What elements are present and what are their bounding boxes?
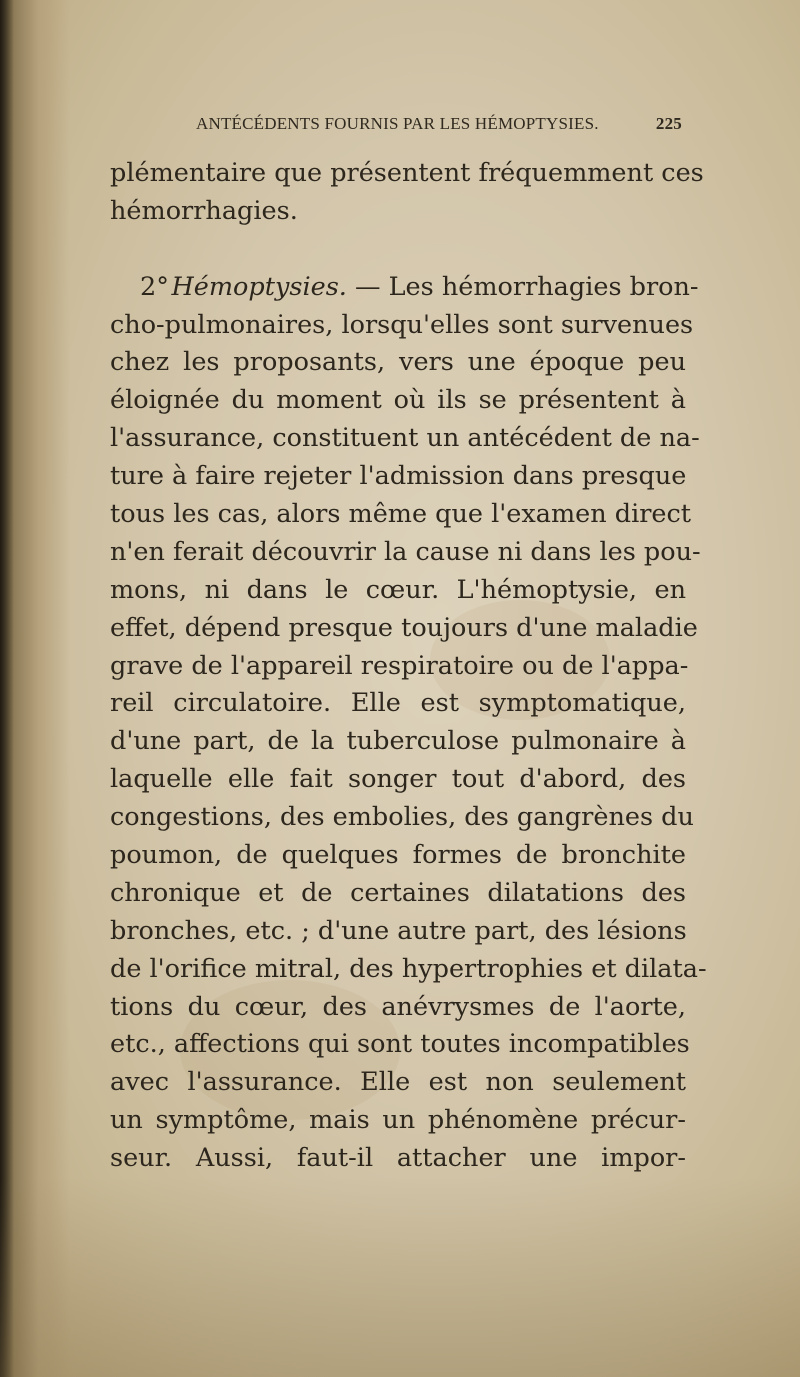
text-line: éloignée du moment où ils se présentent à bbox=[110, 385, 686, 416]
text-line: plémentaire que présentent fréquemment ces bbox=[110, 158, 704, 188]
text-line: reil circulatoire. Elle est symptomatique, bbox=[110, 688, 686, 719]
text-line: de l'orifice mitral, des hypertrophies et dilata- bbox=[110, 953, 707, 984]
text-line: mons, ni dans le cœur. L'hémoptysie, en bbox=[110, 574, 686, 605]
text-line: bronches, etc. ; d'une autre part, des lésions bbox=[110, 915, 687, 946]
text-line: chronique et de certaines dilatations des bbox=[110, 877, 686, 908]
text-line: etc., affections qui sont toutes incompatibles bbox=[110, 1029, 690, 1060]
page-bottom-shade bbox=[0, 1177, 800, 1377]
section-heading-line bbox=[110, 269, 699, 307]
section-heading-text: — Les hémorrhagies bron- bbox=[346, 271, 699, 302]
text-line: hémorrhagies. bbox=[110, 195, 298, 226]
body-text bbox=[110, 155, 707, 1178]
text-line: effet, dépend presque toujours d'une maladie bbox=[110, 612, 698, 643]
text-line: l'assurance, constituent un antécédent de na- bbox=[110, 423, 700, 454]
text-line: avec l'assurance. Elle est non seulement bbox=[110, 1067, 686, 1098]
text-line: laquelle elle fait songer tout d'abord, des bbox=[110, 764, 686, 795]
page-number: 225 bbox=[655, 114, 682, 133]
text-line: un symptôme, mais un phénomène précur- bbox=[110, 1105, 686, 1136]
page-edge-shadow bbox=[0, 0, 14, 1377]
text-line: tions du cœur, des anévrysmes de l'aorte, bbox=[110, 991, 686, 1022]
text-line: cho-pulmonaires, lorsqu'elles sont survenues bbox=[110, 309, 694, 340]
text-line: ture à faire rejeter l'admission dans presque bbox=[110, 461, 687, 492]
text-line: seur. Aussi, faut-il attacher une impor- bbox=[110, 1143, 686, 1174]
text-line: tous les cas, alors même que l'examen direct bbox=[110, 499, 692, 530]
running-head-title: ANTÉCÉDENTS FOURNIS PAR LES HÉMOPTYSIES. bbox=[196, 114, 599, 133]
text-line: n'en ferait découvrir la cause ni dans les pou- bbox=[110, 536, 701, 567]
text-line: grave de l'appareil respiratoire ou de l'appa- bbox=[110, 650, 689, 681]
text-line: d'une part, de la tuberculose pulmonaire à bbox=[110, 726, 686, 757]
text-line: congestions, des embolies, des gangrènes du bbox=[110, 802, 694, 833]
text-line: chez les proposants, vers une époque peu bbox=[110, 347, 686, 378]
section-number: 2° bbox=[140, 271, 169, 302]
text-line: poumon, de quelques formes de bronchite bbox=[110, 840, 686, 871]
paragraph-gap bbox=[110, 231, 686, 269]
section-title: Hémoptysies. bbox=[171, 271, 347, 302]
